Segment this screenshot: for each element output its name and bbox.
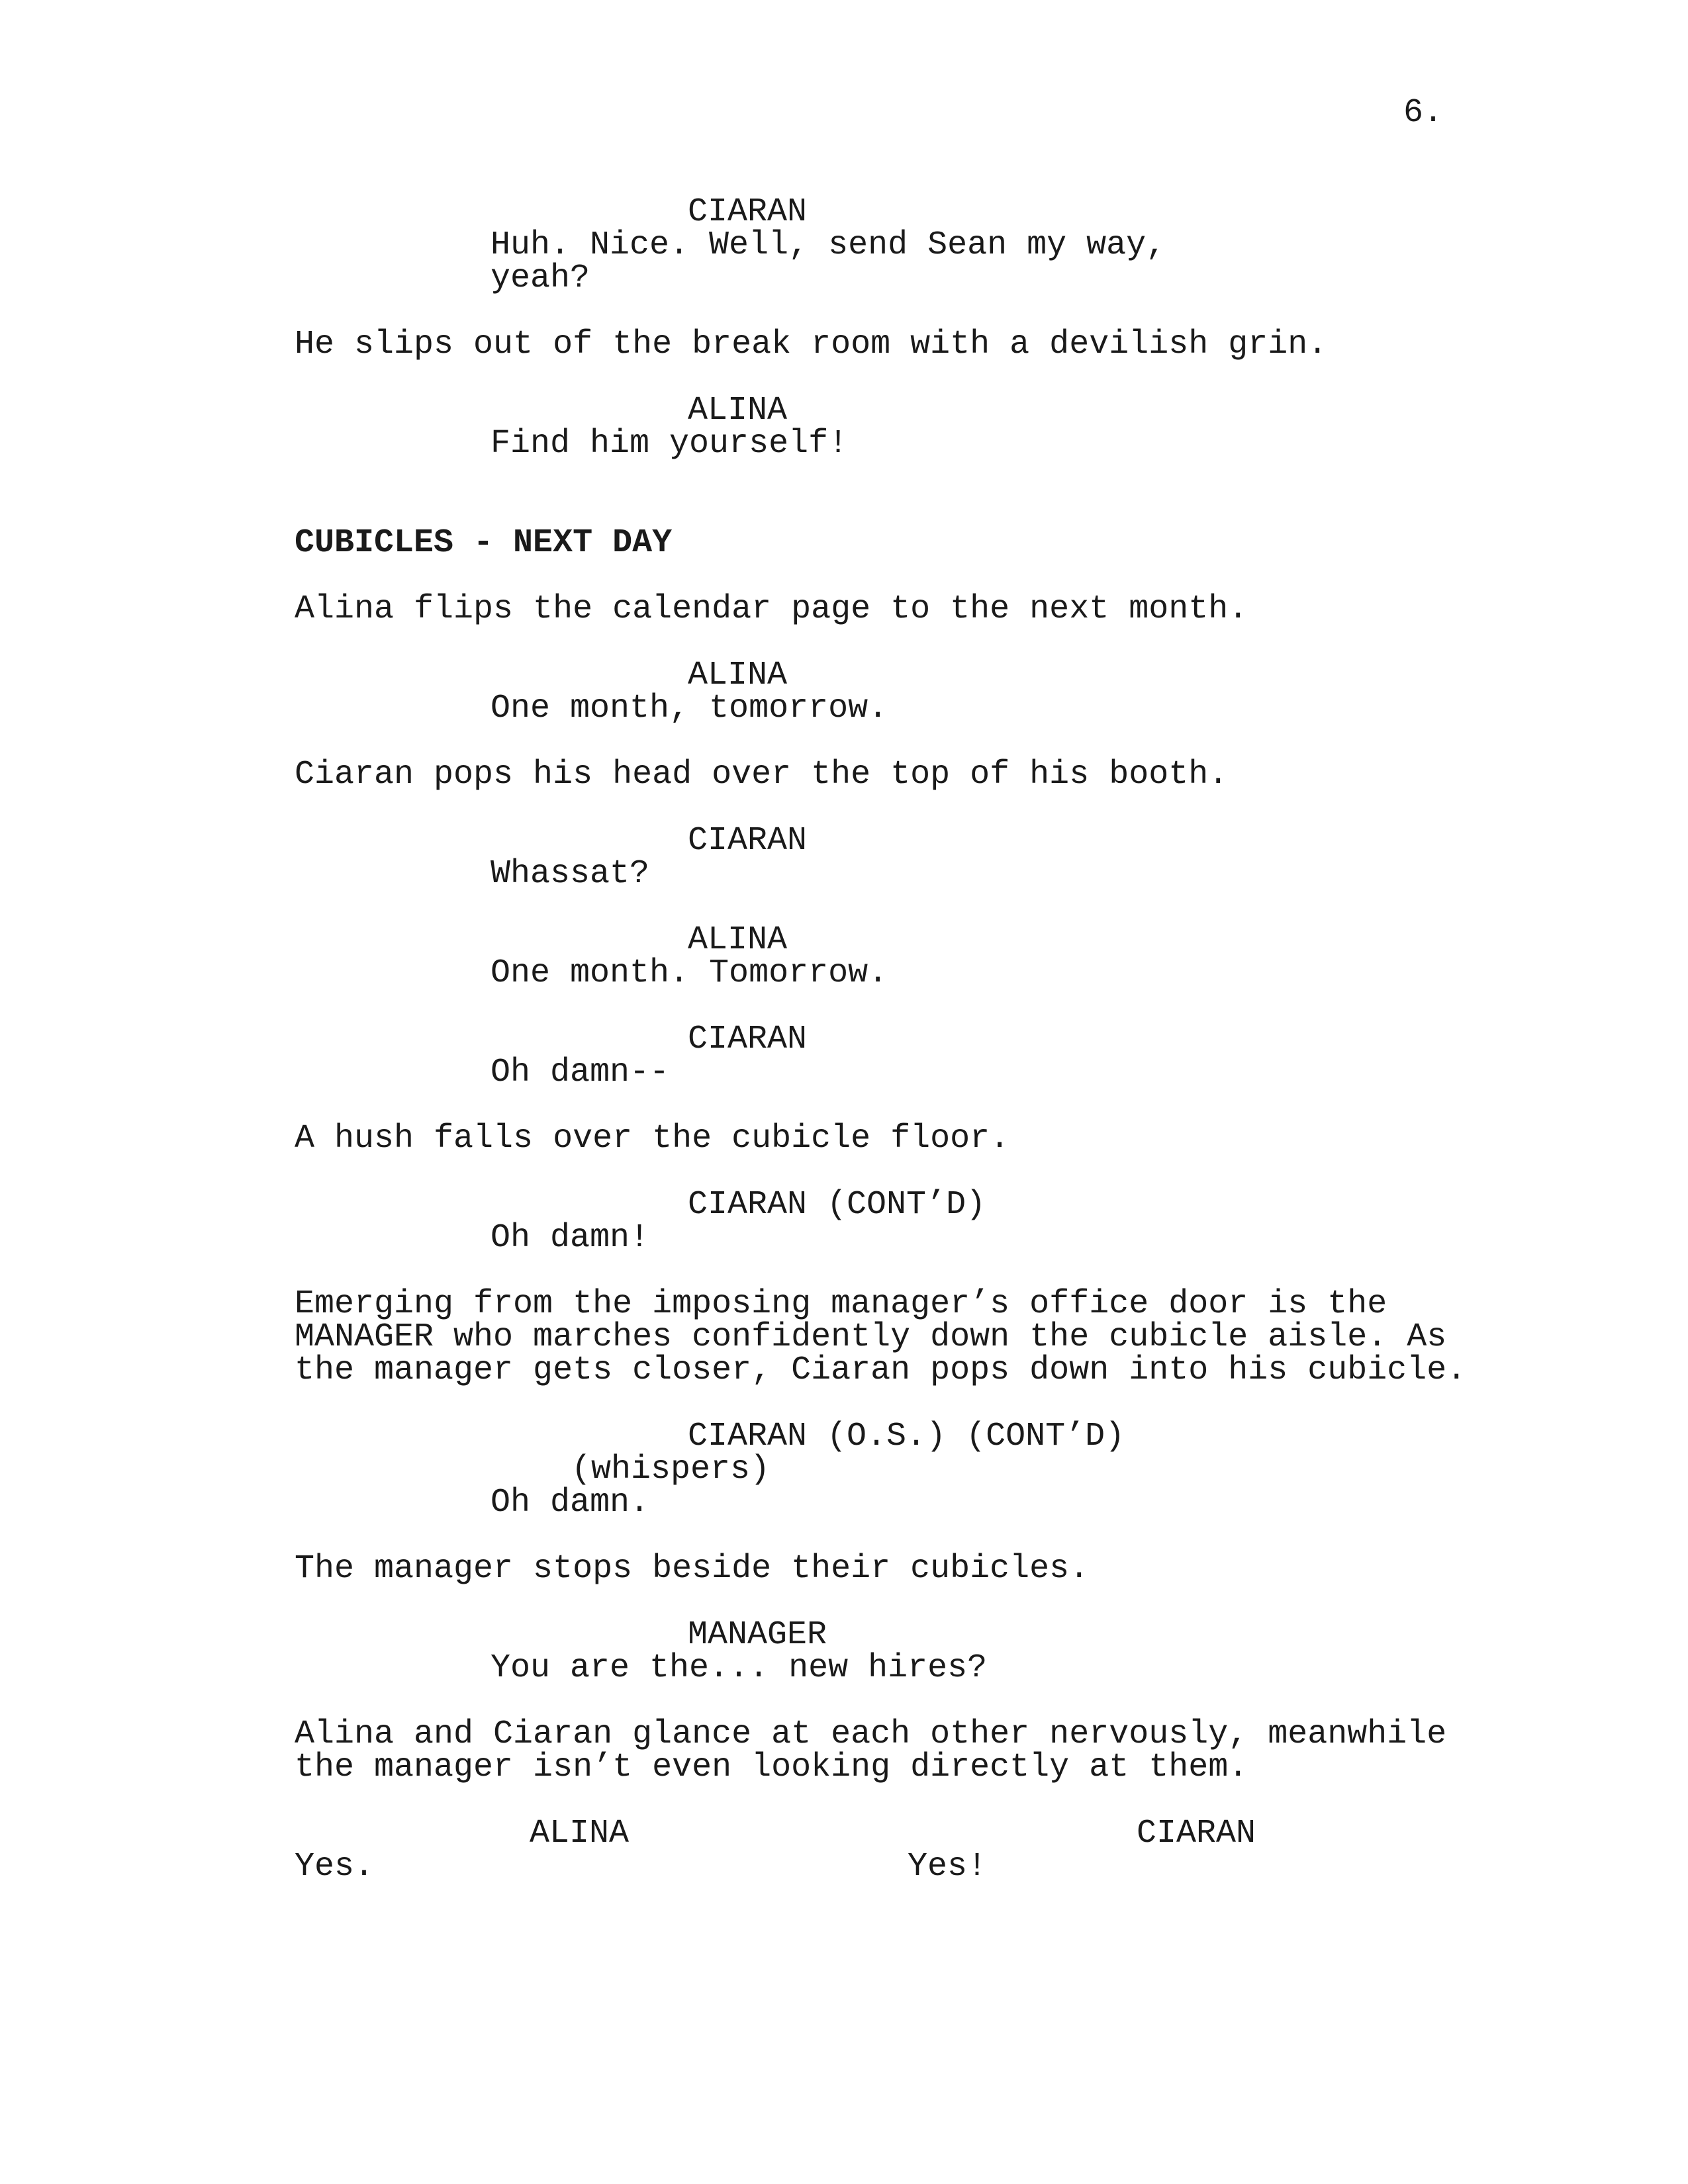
- dialogue-line: Oh damn--: [491, 1054, 670, 1091]
- dialogue-line: Whassat?: [491, 855, 650, 893]
- action-line: Alina flips the calendar page to the next month.: [295, 590, 1248, 628]
- character-name: CIARAN: [688, 822, 808, 860]
- scene-heading: CUBICLES - NEXT DAY: [295, 524, 673, 562]
- action-line: MANAGER who marches confidently down the cubicle aisle. As: [295, 1318, 1447, 1356]
- character-name: MANAGER: [688, 1616, 827, 1654]
- dialogue-line: Yes!: [908, 1848, 988, 1886]
- action-line: the manager gets closer, Ciaran pops down into his cubicle.: [295, 1351, 1467, 1389]
- action-line: the manager isn’t even looking directly at them.: [295, 1749, 1248, 1786]
- action-line: The manager stops beside their cubicles.: [295, 1550, 1090, 1588]
- character-name: CIARAN (CONT’D): [688, 1186, 986, 1224]
- dialogue-line: One month, tomorrow.: [491, 690, 888, 727]
- action-line: He slips out of the break room with a devilish grin.: [295, 326, 1328, 363]
- character-name: CIARAN: [688, 193, 808, 231]
- action-line: Emerging from the imposing manager’s office door is the: [295, 1285, 1387, 1323]
- character-name: ALINA: [688, 921, 788, 959]
- dialogue-line: Yes.: [295, 1848, 375, 1886]
- character-name: ALINA: [530, 1815, 630, 1852]
- page-number: 6.: [1403, 94, 1444, 132]
- dialogue-line: Huh. Nice. Well, send Sean my way,: [491, 226, 1166, 264]
- character-name: CIARAN: [688, 1021, 808, 1058]
- character-name: CIARAN: [1137, 1815, 1256, 1852]
- action-line: Alina and Ciaran glance at each other nervously, meanwhile: [295, 1715, 1447, 1753]
- dialogue-line: Find him yourself!: [491, 425, 849, 463]
- character-name: ALINA: [688, 657, 788, 694]
- character-name: CIARAN (O.S.) (CONT’D): [688, 1418, 1125, 1455]
- dialogue-line: You are the... new hires?: [491, 1649, 988, 1687]
- dialogue-line: Oh damn!: [491, 1219, 650, 1257]
- dialogue-line: yeah?: [491, 259, 590, 297]
- action-line: Ciaran pops his head over the top of his booth.: [295, 756, 1229, 794]
- parenthetical: (whispers): [571, 1451, 771, 1488]
- dialogue-line: Oh damn.: [491, 1484, 650, 1522]
- character-name: ALINA: [688, 392, 788, 430]
- dialogue-line: One month. Tomorrow.: [491, 954, 888, 992]
- action-line: A hush falls over the cubicle floor.: [295, 1120, 1010, 1158]
